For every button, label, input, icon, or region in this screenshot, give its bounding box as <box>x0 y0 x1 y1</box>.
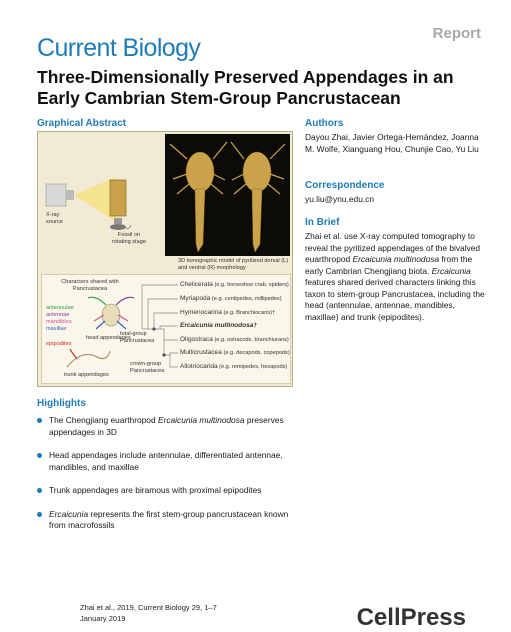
highlight-item: The Chengjiang euarthropod Ercaicunia multinodosa preserves appendages in 3D <box>37 415 297 438</box>
taxon-chelicerata: Chelicerata (e.g. horseshoe crab, spiders) <box>180 281 289 288</box>
bullet-icon <box>37 418 42 423</box>
trunk-appendage-drawing <box>62 347 112 371</box>
highlight-item: Trunk appendages are biramous with proximal epipodites <box>37 485 297 497</box>
correspondence-email[interactable]: yu.liu@ynu.edu.cn <box>305 194 375 204</box>
taxon-ercaicunia: Ercaicunia multinodosa† <box>180 322 257 329</box>
bullet-icon <box>37 488 42 493</box>
graphical-abstract-heading: Graphical Abstract <box>37 118 127 129</box>
xray-source-label: X-ray source <box>46 212 63 225</box>
model-caption: 3D tomographic model of pyritized dorsal (L) and ventral (R) morphology <box>178 258 289 271</box>
head-appendage-drawing <box>86 293 136 333</box>
trunk-appendages-label: trunk appendages <box>64 372 109 378</box>
authors-heading: Authors <box>305 118 344 129</box>
fossil-model-image <box>165 134 290 256</box>
citation: Zhai et al., 2019, Current Biology 29, 1–7 <box>80 603 217 612</box>
taxon-allotriocarida: Allotriocarida (e.g. remipedes, hexapods) <box>180 363 288 370</box>
total-group-label: total-group Pancrustacea <box>120 331 155 344</box>
maxillae-label: maxillae <box>46 326 67 332</box>
correspondence-heading: Correspondence <box>305 180 385 191</box>
citation-date: January 2019 <box>80 614 126 623</box>
antennulae-label: antennulae <box>46 305 74 311</box>
highlights-heading: Highlights <box>37 398 86 409</box>
highlight-item: Head appendages include antennulae, differentiated antennae, mandibles, and maxillae <box>37 450 297 473</box>
publisher-logo: CellPress <box>356 604 466 631</box>
bullet-icon <box>37 453 42 458</box>
highlights-list <box>37 415 297 544</box>
head-appendages-label: head appendages <box>86 335 131 341</box>
highlight-item: Ercaicunia represents the first stem-group pancrustacean known from macrofossils <box>37 509 297 532</box>
crown-group-label: crown-group Pancrustacea <box>130 361 165 374</box>
fossil-stage-label: Fossil on rotating stage <box>112 232 146 245</box>
author-list: Dayou Zhai, Javier Ortega-Hernández, Joanna M. Wolfe, Xianguang Hou, Chunjie Cao, Yu Liu <box>305 132 479 154</box>
mandibles-label: mandibles <box>46 319 72 325</box>
taxon-oligostraca: Oligostraca (e.g. ostracods, branchiurans) <box>180 336 289 343</box>
epipodites-label: epipodites <box>46 341 72 347</box>
tomography-panel <box>165 134 290 256</box>
taxon-multicrustacea: Multicrustacea (e.g. decapods, copepods) <box>180 349 290 356</box>
phylogeny-panel <box>41 274 291 384</box>
characters-label: Characters shared with Pancrustacea <box>61 279 119 292</box>
taxon-myriapoda: Myriapoda (e.g. centipedes, millipedes) <box>180 295 282 302</box>
article-type: Report <box>432 25 481 42</box>
antennae-label: antennae <box>46 312 70 318</box>
graphical-abstract <box>37 131 293 387</box>
in-brief-text: Zhai et al. use X-ray computed tomography to reveal the pyritized appendages of the bivalved euarthropod Ercaicunia multinodosa from the early Cambrian Chengjiang biota. Ercaicunia features shared derived characters linking this taxon to stem-group Pancrustacea, including the head (antennulae, antennae, mandibles, maxillae) and trunk (epipodites). <box>305 231 485 322</box>
in-brief-heading: In Brief <box>305 217 340 228</box>
bullet-icon <box>37 512 42 517</box>
taxon-hymenocarina: Hymenocarina (e.g. Branchiocaris)† <box>180 309 276 316</box>
article-title: Three-Dimensionally Preserved Appendages in an Early Cambrian Stem-Group Pancrustacean <box>37 67 454 108</box>
journal-name: Current Biology <box>37 34 201 62</box>
